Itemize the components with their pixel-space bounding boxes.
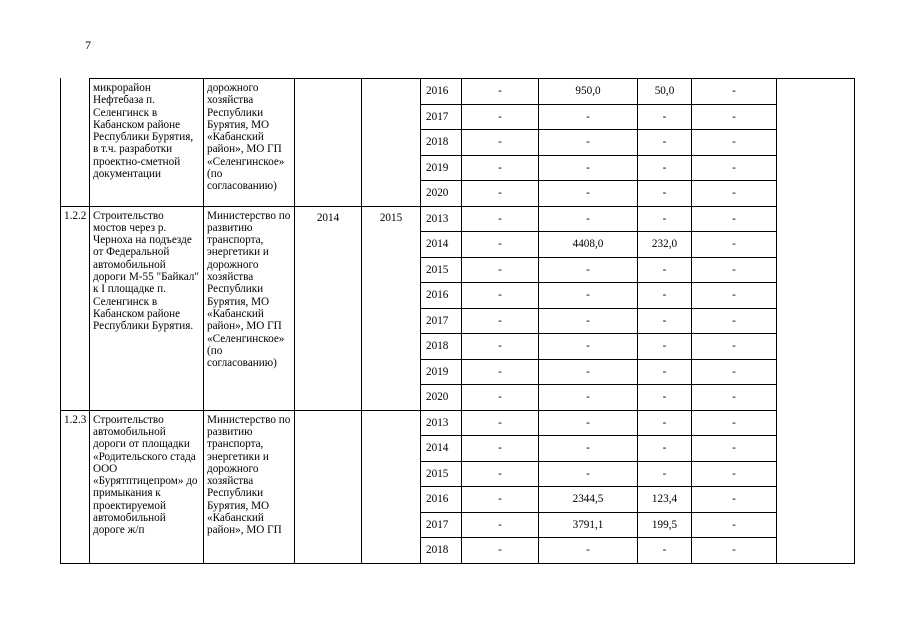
value-cell-2: - xyxy=(539,359,638,385)
value-cell-2: - xyxy=(539,538,638,564)
value-cell-2: 2344,5 xyxy=(539,487,638,513)
value-cell-3: - xyxy=(638,385,692,411)
year-cell: 2020 xyxy=(421,385,462,411)
value-cell-1: - xyxy=(462,130,539,156)
value-cell-2: - xyxy=(539,181,638,207)
notes-cell xyxy=(777,79,855,564)
value-cell-1: - xyxy=(462,181,539,207)
value-cell-1: - xyxy=(462,206,539,232)
year-cell: 2015 xyxy=(421,461,462,487)
value-cell-1: - xyxy=(462,410,539,436)
section-end-year xyxy=(362,410,421,563)
value-cell-2: 4408,0 xyxy=(539,232,638,258)
section-start-year xyxy=(295,79,362,207)
value-cell-2: - xyxy=(539,436,638,462)
value-cell-4: - xyxy=(692,79,777,105)
table-row xyxy=(61,206,855,232)
value-cell-1: - xyxy=(462,79,539,105)
year-cell: 2014 xyxy=(421,436,462,462)
value-cell-2: - xyxy=(539,155,638,181)
value-cell-2: 3791,1 xyxy=(539,512,638,538)
value-cell-4: - xyxy=(692,206,777,232)
value-cell-3: - xyxy=(638,308,692,334)
section-executor: Министерство по развитию транспорта, энергетики и дорожного хозяйства Республики Бурятия, МО «Кабанский район», МО ГП xyxy=(204,410,295,563)
value-cell-1: - xyxy=(462,538,539,564)
value-cell-2: - xyxy=(539,410,638,436)
value-cell-3: - xyxy=(638,155,692,181)
value-cell-1: - xyxy=(462,257,539,283)
value-cell-3: - xyxy=(638,283,692,309)
value-cell-3: - xyxy=(638,257,692,283)
value-cell-4: - xyxy=(692,359,777,385)
table-row xyxy=(61,79,855,105)
value-cell-4: - xyxy=(692,104,777,130)
value-cell-2: - xyxy=(539,385,638,411)
year-cell: 2016 xyxy=(421,79,462,105)
year-cell: 2014 xyxy=(421,232,462,258)
year-cell: 2013 xyxy=(421,410,462,436)
value-cell-3: - xyxy=(638,181,692,207)
value-cell-4: - xyxy=(692,385,777,411)
section-number: 1.2.2 xyxy=(61,206,90,410)
value-cell-3: - xyxy=(638,436,692,462)
year-cell: 2017 xyxy=(421,308,462,334)
value-cell-4: - xyxy=(692,257,777,283)
value-cell-1: - xyxy=(462,232,539,258)
value-cell-4: - xyxy=(692,512,777,538)
year-cell: 2016 xyxy=(421,487,462,513)
value-cell-4: - xyxy=(692,283,777,309)
value-cell-1: - xyxy=(462,155,539,181)
table-row xyxy=(61,410,855,436)
value-cell-4: - xyxy=(692,461,777,487)
section-start-year xyxy=(295,410,362,563)
value-cell-3: - xyxy=(638,206,692,232)
section-start-year: 2014 xyxy=(295,206,362,410)
year-cell: 2019 xyxy=(421,359,462,385)
value-cell-1: - xyxy=(462,334,539,360)
year-cell: 2018 xyxy=(421,130,462,156)
value-cell-1: - xyxy=(462,308,539,334)
value-cell-3: 50,0 xyxy=(638,79,692,105)
value-cell-3: 199,5 xyxy=(638,512,692,538)
section-name: Строительство автомобильной дороги от площадки «Родительского стада ООО «Бурятптицепром» до примыкания к проектируемой автомобильной дороге ж/п xyxy=(90,410,204,563)
year-cell: 2017 xyxy=(421,104,462,130)
section-end-year: 2015 xyxy=(362,206,421,410)
value-cell-1: - xyxy=(462,512,539,538)
value-cell-4: - xyxy=(692,130,777,156)
value-cell-4: - xyxy=(692,181,777,207)
section-name: Строительство мостов через р. Черноха на подъезде от Федеральной автомобильной дороги М-55 "Байкал" к I площадке п. Селенгинск в Кабанском районе Республики Бурятия. xyxy=(90,206,204,410)
section-executor: дорожного хозяйства Республики Бурятия, МО «Кабанский район», МО ГП «Селенгинское» (по согласованию) xyxy=(204,79,295,207)
section-number: 1.2.3 xyxy=(61,410,90,563)
value-cell-4: - xyxy=(692,410,777,436)
section-end-year xyxy=(362,79,421,207)
year-cell: 2016 xyxy=(421,283,462,309)
value-cell-1: - xyxy=(462,104,539,130)
value-cell-4: - xyxy=(692,487,777,513)
value-cell-3: - xyxy=(638,104,692,130)
year-cell: 2018 xyxy=(421,538,462,564)
section-executor: Министерство по развитию транспорта, энергетики и дорожного хозяйства Республики Бурятия, МО «Кабанский район», МО ГП «Селенгинское» (по согласованию) xyxy=(204,206,295,410)
year-cell: 2015 xyxy=(421,257,462,283)
page-number: 7 xyxy=(85,38,91,52)
value-cell-1: - xyxy=(462,436,539,462)
value-cell-3: 232,0 xyxy=(638,232,692,258)
value-cell-1: - xyxy=(462,461,539,487)
value-cell-4: - xyxy=(692,308,777,334)
value-cell-2: - xyxy=(539,283,638,309)
section-number xyxy=(61,79,90,207)
value-cell-3: - xyxy=(638,130,692,156)
year-cell: 2019 xyxy=(421,155,462,181)
value-cell-4: - xyxy=(692,538,777,564)
value-cell-4: - xyxy=(692,436,777,462)
value-cell-3: - xyxy=(638,334,692,360)
year-cell: 2013 xyxy=(421,206,462,232)
value-cell-3: - xyxy=(638,410,692,436)
value-cell-3: - xyxy=(638,461,692,487)
value-cell-1: - xyxy=(462,487,539,513)
section-name: микрорайон Нефтебаза п. Селенгинск в Кабанском районе Республики Бурятия, в т.ч. разработки проектно-сметной документации xyxy=(90,79,204,207)
value-cell-4: - xyxy=(692,232,777,258)
value-cell-2: - xyxy=(539,334,638,360)
year-cell: 2017 xyxy=(421,512,462,538)
value-cell-2: 950,0 xyxy=(539,79,638,105)
value-cell-1: - xyxy=(462,283,539,309)
year-cell: 2020 xyxy=(421,181,462,207)
value-cell-1: - xyxy=(462,359,539,385)
value-cell-3: 123,4 xyxy=(638,487,692,513)
value-cell-2: - xyxy=(539,104,638,130)
program-table xyxy=(60,78,855,564)
value-cell-4: - xyxy=(692,155,777,181)
value-cell-2: - xyxy=(539,308,638,334)
value-cell-3: - xyxy=(638,538,692,564)
value-cell-2: - xyxy=(539,206,638,232)
value-cell-4: - xyxy=(692,334,777,360)
value-cell-2: - xyxy=(539,130,638,156)
year-cell: 2018 xyxy=(421,334,462,360)
value-cell-2: - xyxy=(539,461,638,487)
value-cell-3: - xyxy=(638,359,692,385)
value-cell-2: - xyxy=(539,257,638,283)
value-cell-1: - xyxy=(462,385,539,411)
